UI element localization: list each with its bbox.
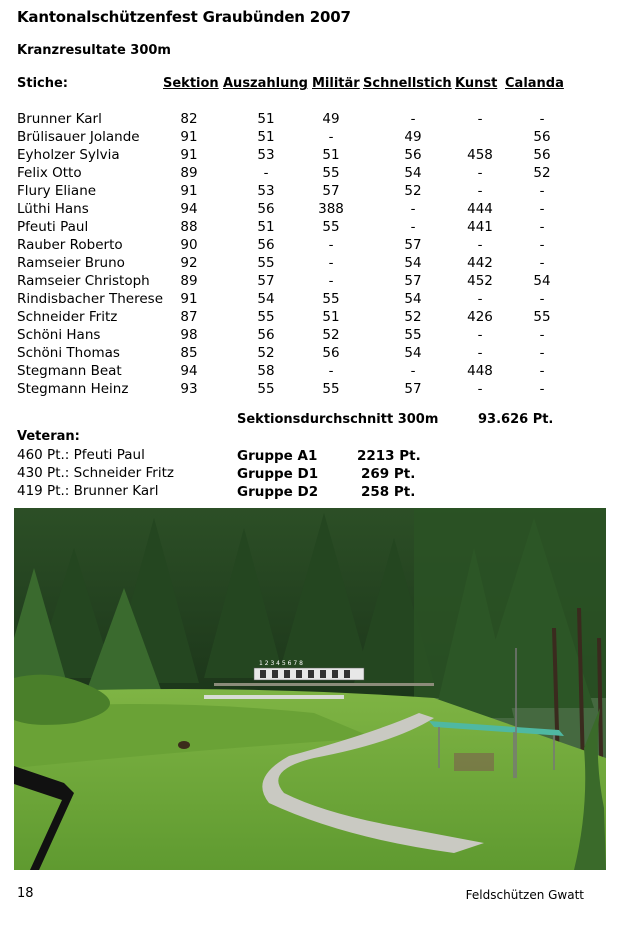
- row-cell: -: [539, 201, 545, 217]
- row-name: Ramseier Bruno: [17, 255, 125, 271]
- row-cell: 51: [257, 111, 275, 127]
- row-cell: 452: [467, 273, 493, 289]
- row-cell: 444: [467, 201, 493, 217]
- group-name: Gruppe D1: [237, 466, 319, 482]
- row-cell: 56: [404, 147, 422, 163]
- row-cell: 56: [322, 345, 340, 361]
- row-cell: 85: [180, 345, 198, 361]
- row-cell: 91: [180, 291, 198, 307]
- row-cell: 56: [257, 237, 275, 253]
- row-cell: -: [477, 111, 483, 127]
- row-cell: -: [477, 165, 483, 181]
- column-header-schnellstich: Schnellstich: [363, 76, 452, 91]
- row-cell: -: [477, 291, 483, 307]
- row-cell: 442: [467, 255, 493, 271]
- row-cell: 55: [322, 291, 340, 307]
- row-cell: -: [477, 381, 483, 397]
- row-cell: 51: [322, 309, 340, 325]
- row-name: Brülisauer Jolande: [17, 129, 140, 145]
- row-cell: 54: [404, 291, 422, 307]
- row-cell: 91: [180, 147, 198, 163]
- row-cell: 54: [404, 255, 422, 271]
- row-name: Eyholzer Sylvia: [17, 147, 120, 163]
- row-cell: 56: [533, 147, 551, 163]
- row-name: Felix Otto: [17, 165, 82, 181]
- row-cell: 58: [257, 363, 275, 379]
- row-cell: 55: [322, 381, 340, 397]
- row-cell: 57: [404, 237, 422, 253]
- table-label: Stiche:: [17, 76, 69, 91]
- row-cell: -: [539, 255, 545, 271]
- row-name: Lüthi Hans: [17, 201, 89, 217]
- row-cell: 87: [180, 309, 198, 325]
- group-name: Gruppe D2: [237, 484, 319, 500]
- row-cell: 49: [404, 129, 422, 145]
- average-value: 93.626 Pt.: [478, 412, 554, 427]
- row-name: Ramseier Christoph: [17, 273, 150, 289]
- group-points: 269 Pt.: [361, 466, 416, 482]
- group-points: 258 Pt.: [361, 484, 416, 500]
- row-cell: -: [539, 183, 545, 199]
- row-cell: 458: [467, 147, 493, 163]
- row-name: Brunner Karl: [17, 111, 102, 127]
- row-cell: 441: [467, 219, 493, 235]
- column-header-auszahlung: Auszahlung: [223, 76, 308, 91]
- page-subtitle: Kranzresultate 300m: [17, 43, 171, 58]
- row-name: Rauber Roberto: [17, 237, 123, 253]
- column-header-militaer: Militär: [312, 76, 360, 91]
- row-cell: 91: [180, 129, 198, 145]
- row-cell: 88: [180, 219, 198, 235]
- row-cell: 55: [533, 309, 551, 325]
- row-cell: -: [539, 327, 545, 343]
- row-cell: 91: [180, 183, 198, 199]
- row-cell: 57: [404, 381, 422, 397]
- row-name: Rindisbacher Therese: [17, 291, 164, 307]
- row-cell: 55: [257, 255, 275, 271]
- row-cell: 51: [257, 219, 275, 235]
- row-cell: 49: [322, 111, 340, 127]
- row-cell: -: [477, 327, 483, 343]
- row-cell: 56: [257, 201, 275, 217]
- row-cell: 94: [180, 201, 198, 217]
- row-cell: 82: [180, 111, 198, 127]
- veteran-item: 430 Pt.: Schneider Fritz: [17, 465, 174, 481]
- footer-text: Feldschützen Gwatt: [465, 888, 584, 902]
- row-cell: 54: [404, 345, 422, 361]
- row-name: Stegmann Beat: [17, 363, 122, 379]
- row-cell: 448: [467, 363, 493, 379]
- row-cell: 57: [404, 273, 422, 289]
- row-cell: -: [539, 381, 545, 397]
- row-cell: 54: [257, 291, 275, 307]
- group-points: 2213 Pt.: [357, 448, 421, 464]
- row-cell: 51: [257, 129, 275, 145]
- row-cell: 56: [257, 327, 275, 343]
- row-cell: 51: [322, 147, 340, 163]
- row-cell: -: [539, 363, 545, 379]
- row-name: Schöni Thomas: [17, 345, 120, 361]
- row-cell: 55: [257, 309, 275, 325]
- row-cell: -: [328, 237, 334, 253]
- column-header-kunst: Kunst: [455, 76, 498, 91]
- row-cell: -: [328, 129, 334, 145]
- row-cell: 92: [180, 255, 198, 271]
- veteran-item: 419 Pt.: Brunner Karl: [17, 483, 159, 499]
- row-cell: -: [477, 345, 483, 361]
- row-cell: 56: [533, 129, 551, 145]
- column-header-calanda: Calanda: [505, 76, 564, 91]
- row-cell: 94: [180, 363, 198, 379]
- row-cell: 89: [180, 165, 198, 181]
- row-cell: 388: [318, 201, 344, 217]
- row-name: Schneider Fritz: [17, 309, 118, 325]
- row-name: Pfeuti Paul: [17, 219, 89, 235]
- row-name: Stegmann Heinz: [17, 381, 129, 397]
- row-cell: 52: [322, 327, 340, 343]
- column-header-sektion: Sektion: [163, 76, 219, 91]
- row-cell: -: [328, 273, 334, 289]
- average-label: Sektionsdurchschnitt 300m: [237, 412, 439, 427]
- row-cell: 89: [180, 273, 198, 289]
- row-cell: -: [539, 237, 545, 253]
- row-cell: -: [328, 363, 334, 379]
- row-name: Flury Eliane: [17, 183, 97, 199]
- row-cell: 55: [322, 219, 340, 235]
- row-cell: 55: [322, 165, 340, 181]
- row-cell: -: [539, 111, 545, 127]
- row-cell: 54: [404, 165, 422, 181]
- shooting-range-photo: [14, 508, 606, 870]
- row-cell: 57: [322, 183, 340, 199]
- row-cell: 52: [257, 345, 275, 361]
- page-title: Kantonalschützenfest Graubünden 2007: [17, 8, 351, 26]
- row-cell: -: [263, 165, 269, 181]
- row-name: Schöni Hans: [17, 327, 101, 343]
- row-cell: 55: [404, 327, 422, 343]
- row-cell: -: [410, 363, 416, 379]
- row-cell: 426: [467, 309, 493, 325]
- veteran-item: 460 Pt.: Pfeuti Paul: [17, 447, 145, 463]
- row-cell: 53: [257, 183, 275, 199]
- row-cell: -: [539, 345, 545, 361]
- row-cell: 52: [404, 309, 422, 325]
- row-cell: -: [539, 219, 545, 235]
- veteran-label: Veteran:: [17, 429, 80, 444]
- row-cell: 52: [533, 165, 551, 181]
- row-cell: 98: [180, 327, 198, 343]
- target-numbers: 1 2 3 4 5 6 7 8: [259, 660, 303, 667]
- row-cell: -: [410, 111, 416, 127]
- row-cell: -: [328, 255, 334, 271]
- row-cell: 93: [180, 381, 198, 397]
- page-number: 18: [17, 886, 34, 901]
- row-cell: -: [410, 201, 416, 217]
- row-cell: -: [539, 291, 545, 307]
- row-cell: -: [410, 219, 416, 235]
- group-name: Gruppe A1: [237, 448, 318, 464]
- row-cell: 55: [257, 381, 275, 397]
- row-cell: 54: [533, 273, 551, 289]
- row-cell: 52: [404, 183, 422, 199]
- row-cell: 53: [257, 147, 275, 163]
- row-cell: 90: [180, 237, 198, 253]
- row-cell: -: [477, 237, 483, 253]
- row-cell: -: [477, 183, 483, 199]
- row-cell: 57: [257, 273, 275, 289]
